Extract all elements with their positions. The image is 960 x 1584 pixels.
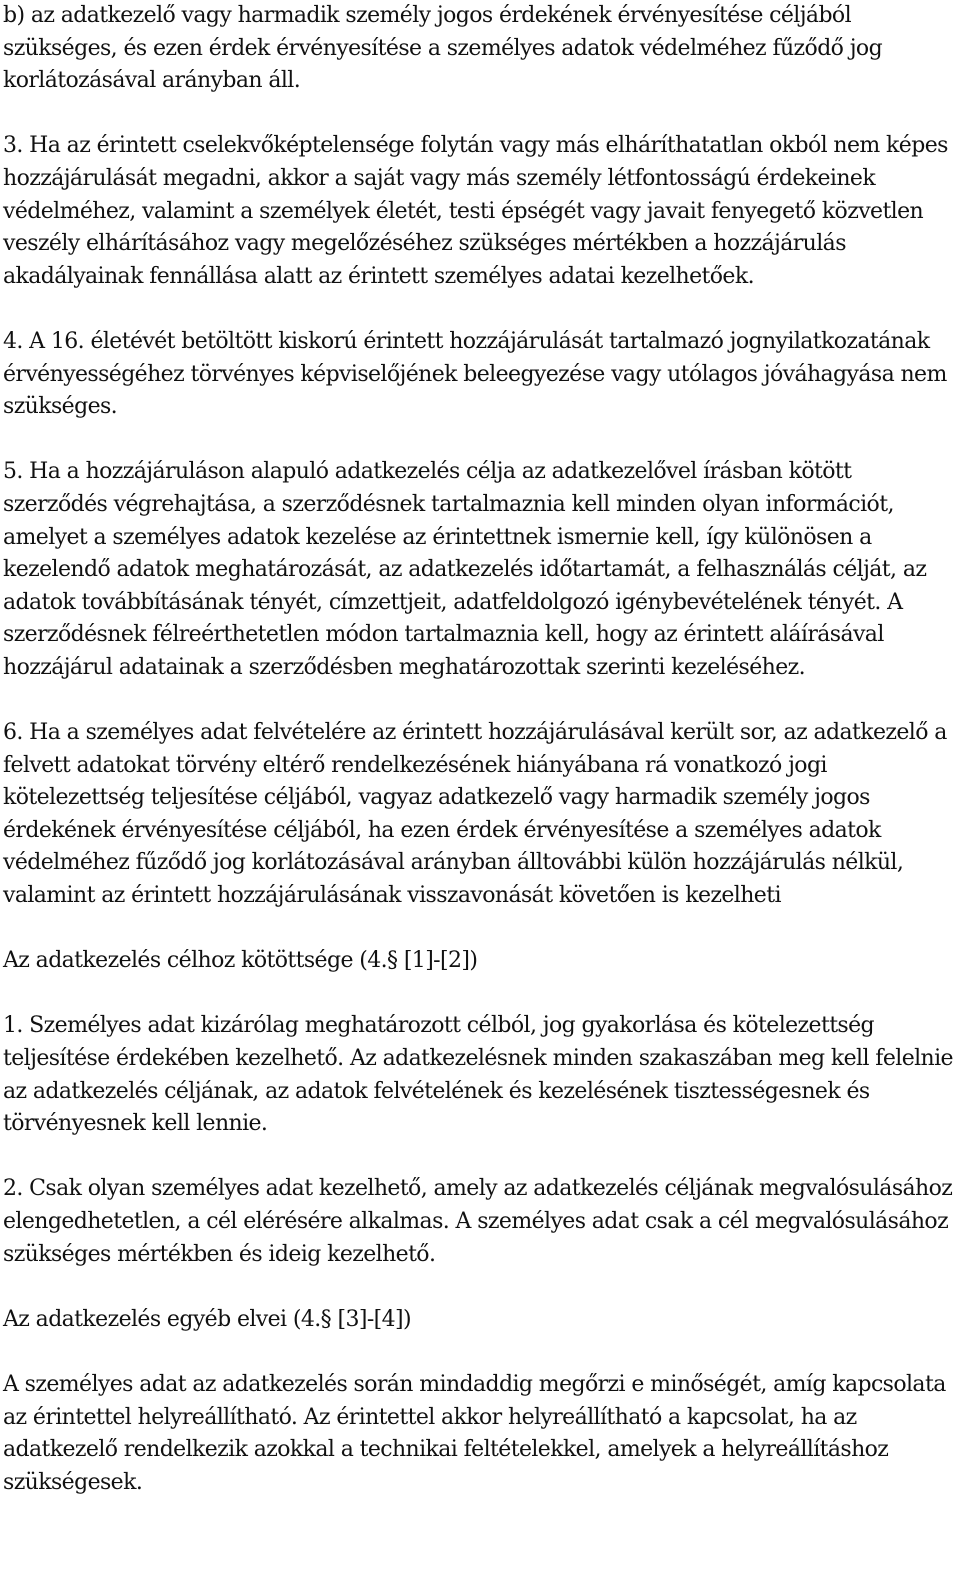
paragraph-purpose-2: 2. Csak olyan személyes adat kezelhető, amely az adatkezelés céljának megvalósulásához elengedhetetlen, a cél elérésére alkalmas. A személyes adat csak a cél megvalósulásához szükséges mértékben és ideig kezelhető.: [3, 1176, 953, 1267]
document-page: [3, 0, 953, 1499]
section-heading-other-principles: Az adatkezelés egyéb elvei (4.§ [3]-[4]): [3, 1306, 411, 1332]
paragraph-b-legitimate-interest: b) az adatkezelő vagy harmadik személy jogos érdekének érvényesítése céljából szükséges, és ezen érdek érvényesítése a személyes adatok védelméhez fűződő jog korlátozásával arányban áll.: [3, 3, 883, 94]
paragraph-5-contract: 5. Ha a hozzájáruláson alapuló adatkezelés célja az adatkezelővel írásban kötött szerződés végrehajtása, a szerződésnek tartalmaznia kell minden olyan információt, amelyet a személyes adatok kezelése az érintettnek ismernie kell, így különösen a kezelendő adatok meghatározását, az adatkezelés időtartamát, a felhasználás célját, az adatok továbbításának tényét, címzettjeit, adatfeldolgozó igénybevételének tényét. A szerződésnek félreérthetetlen módon tartalmaznia kell, hogy az érintett aláírásával hozzájárul adatainak a szerződésben meghatározottak szerinti kezeléséhez.: [3, 459, 927, 680]
paragraph-other-principles: A személyes adat az adatkezelés során mindaddig megőrzi e minőségét, amíg kapcsolata az érintettel helyreállítható. Az érintettel akkor helyreállítható a kapcsolat, ha az adatkezelő rendelkezik azokkal a technikai feltételekkel, amelyek a helyreállításhoz szükségesek.: [3, 1371, 946, 1495]
section-heading-purpose-limitation: Az adatkezelés célhoz kötöttsége (4.§ [1]-[2]): [3, 948, 478, 974]
paragraph-4-minor-consent: 4. A 16. életévét betöltött kiskorú érintett hozzájárulását tartalmazó jognyilatkozatának érvényességéhez törvényes képviselőjének beleegyezése vagy utólagos jóváhagyása nem szükséges.: [3, 328, 947, 420]
paragraph-purpose-1: 1. Személyes adat kizárólag meghatározott célból, jog gyakorlása és kötelezettség teljesítése érdekében kezelhető. Az adatkezelésnek minden szakaszában meg kell felelnie az adatkezelés céljának, az adatok felvételének és kezelésének tisztességesnek és törvényesnek kell lennie.: [3, 1013, 953, 1137]
paragraph-3-incapacity: 3. Ha az érintett cselekvőképtelensége folytán vagy más elháríthatatlan okból nem képes hozzájárulását megadni, akkor a saját vagy más személy létfontosságú érdekeinek védelméhez, valamint a személyek életét, testi épségét vagy javait fenyegető közvetlen veszély elhárításához vagy megelőzéséhez szükséges mértékben a hozzájárulás akadályainak fennállása alatt az érintett személyes adatai kezelhetőek.: [3, 133, 948, 289]
paragraph-6-further-processing: 6. Ha a személyes adat felvételére az érintett hozzájárulásával került sor, az adatkezelő a felvett adatokat törvény eltérő rendelkezésének hiányábana rá vonatkozó jogi kötelezettség teljesítése céljából, vagyaz adatkezelő vagy harmadik személy jogos érdekének érvényesítése céljából, ha ezen érdek érvényesítése a személyes adatok védelméhez fűződő jog korlátozásával arányban álltovábbi külön hozzájárulás nélkül, valamint az érintett hozzájárulásának visszavonását követően is kezelheti: [3, 720, 947, 909]
